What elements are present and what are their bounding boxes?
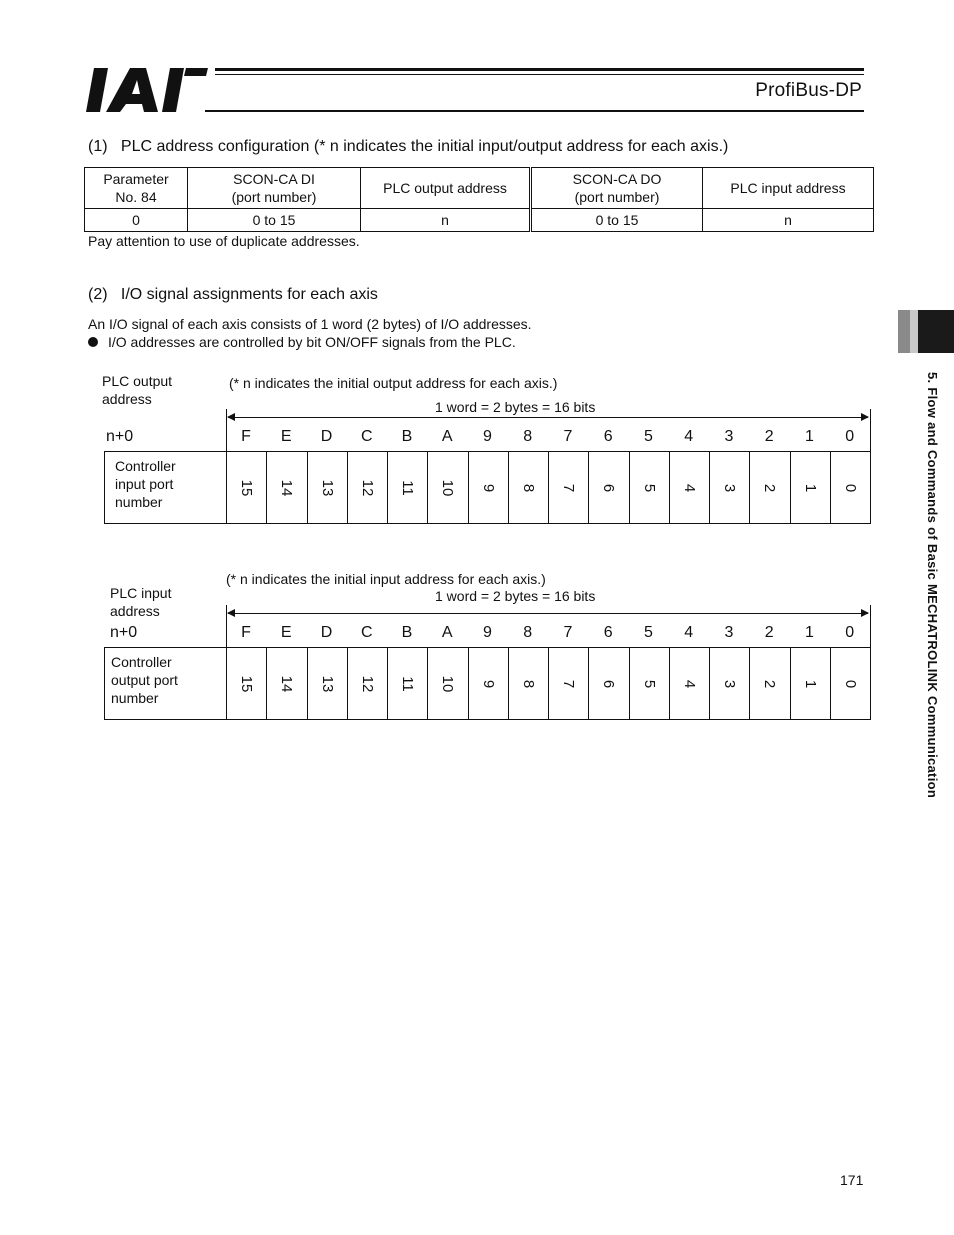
bit-hex-label: F (241, 428, 251, 445)
bit-cell-divider (709, 647, 710, 720)
bit-cell-divider (508, 451, 509, 524)
bit-hex-label: 5 (644, 428, 653, 445)
bit-hex-label: 5 (644, 624, 653, 641)
bit-hex-label: E (280, 624, 292, 641)
table-cell: n (703, 209, 874, 232)
bit-hex-label: F (241, 624, 251, 641)
port-number-label: number (115, 494, 163, 510)
bit-cell-divider (790, 647, 791, 720)
bit-cell-divider (468, 647, 469, 720)
bit-number: 15 (238, 479, 255, 496)
bit-number: 12 (358, 479, 376, 496)
address-offset-label: n+0 (106, 428, 134, 445)
bit-hex-label: 1 (805, 624, 814, 641)
bit-number: 3 (721, 483, 738, 492)
bit-hex-label: 7 (563, 624, 573, 641)
bit-hex-label: A (441, 428, 453, 445)
bit-cell-divider (347, 647, 348, 720)
bit-cell-divider (749, 451, 750, 524)
bit-number: 0 (841, 483, 859, 492)
bit-number: 13 (318, 479, 336, 496)
bit-cell-divider (427, 647, 428, 720)
bit-cell-divider (669, 451, 670, 524)
bit-cell-divider (468, 451, 469, 524)
table-cell: 0 (85, 209, 188, 232)
bit-hex-label: D (320, 428, 333, 445)
table-header-cell: PLC output address (361, 168, 531, 209)
bit-cell-divider (830, 451, 831, 524)
bit-number: 11 (399, 675, 416, 692)
bit-hex-label: 9 (483, 428, 492, 445)
bit-cell-divider (387, 647, 388, 720)
bit-hex-label: 8 (523, 428, 533, 445)
table-cell: n (361, 209, 531, 232)
bit-number: 15 (238, 675, 255, 692)
bit-number: 2 (761, 483, 779, 492)
word-size-label: 1 word = 2 bytes = 16 bits (435, 588, 596, 604)
port-number-label: Controller (111, 654, 172, 670)
bit-cell-divider (508, 647, 509, 720)
bit-number: 10 (439, 675, 457, 692)
bit-cell-divider (749, 647, 750, 720)
bit-number: 14 (278, 479, 296, 496)
bit-number: 9 (479, 483, 497, 492)
bit-hex-label: B (401, 624, 413, 641)
bit-hex-label: C (360, 624, 373, 641)
bit-number: 11 (399, 479, 416, 496)
word-size-label: 1 word = 2 bytes = 16 bits (435, 399, 596, 415)
bit-hex-label: D (320, 624, 333, 641)
plc-address-label: PLC input (110, 585, 172, 601)
arrow-tick-right (870, 409, 871, 451)
header-rule (215, 68, 864, 71)
bit-number: 0 (841, 679, 859, 688)
bit-hex-label: 6 (603, 624, 613, 641)
bit-hex-label: 0 (845, 428, 855, 445)
bit-number: 1 (801, 679, 819, 688)
table-row (85, 209, 874, 232)
bit-cell-divider (790, 451, 791, 524)
bit-hex-label: 9 (483, 624, 492, 641)
chapter-tab (918, 310, 954, 353)
section2-heading: (2) I/O signal assignments for each axis (88, 286, 378, 303)
arrow-left-icon (227, 609, 235, 617)
bit-cell-divider (669, 647, 670, 720)
bit-cell-divider (347, 451, 348, 524)
bit-number: 5 (640, 679, 658, 688)
bit-cell-divider (427, 451, 428, 524)
word-span-arrow (228, 417, 868, 418)
page-number: 171 (840, 1172, 864, 1188)
bit-cell-divider (307, 451, 308, 524)
bit-hex-label: 3 (724, 624, 734, 641)
duplicate-address-note: Pay attention to use of duplicate addresses. (88, 233, 360, 249)
bit-cell-divider (548, 451, 549, 524)
bit-number: 7 (560, 679, 577, 688)
port-number-label: output port (111, 672, 178, 688)
arrow-left-icon (227, 413, 235, 421)
bit-cell-divider (387, 451, 388, 524)
plc-address-table (84, 167, 874, 232)
table-header-cell: SCON-CA DO (port number) (531, 168, 703, 209)
bit-cell-divider (830, 647, 831, 720)
bit-hex-label: 0 (845, 624, 855, 641)
axis-note: (* n indicates the initial output address for each axis.) (229, 375, 558, 391)
bit-number: 4 (680, 679, 698, 688)
bit-cell-divider (548, 647, 549, 720)
bit-cell-divider (588, 451, 589, 524)
bit-hex-label: 2 (764, 428, 774, 445)
word-span-arrow (228, 613, 868, 614)
bit-number: 8 (519, 679, 537, 688)
section2-bullet: I/O addresses are controlled by bit ON/OFF signals from the PLC. (88, 334, 516, 350)
bit-cell-divider (226, 451, 227, 524)
bit-number: 6 (600, 483, 618, 492)
plc-address-label: address (102, 391, 152, 407)
table-cell: 0 to 15 (188, 209, 361, 232)
bit-number: 3 (721, 679, 738, 688)
bit-number: 13 (318, 675, 336, 692)
arrow-right-icon (861, 413, 869, 421)
bit-hex-label: 6 (603, 428, 613, 445)
bit-hex-label: 8 (523, 624, 533, 641)
bit-cell-divider (266, 451, 267, 524)
arrow-tick-right (870, 605, 871, 647)
header-underline (205, 110, 864, 112)
bit-cell-divider (709, 451, 710, 524)
bit-cell-divider (226, 647, 227, 720)
bit-number: 6 (600, 679, 618, 688)
port-number-label: number (111, 690, 159, 706)
iai-logo (86, 66, 208, 114)
section2-paragraph: An I/O signal of each axis consists of 1 word (2 bytes) of I/O addresses. (88, 316, 532, 332)
bit-number: 10 (439, 479, 457, 496)
bit-number: 4 (680, 483, 698, 492)
bit-number: 9 (479, 679, 497, 688)
table-header-cell: PLC input address (703, 168, 874, 209)
axis-note: (* n indicates the initial input address for each axis.) (226, 571, 546, 587)
chapter-tab-shade-light (910, 310, 918, 353)
bit-number: 8 (519, 483, 537, 492)
bit-number: 1 (801, 483, 819, 492)
bit-hex-label: C (360, 428, 373, 445)
bit-number: 12 (358, 675, 376, 692)
address-offset-label: n+0 (110, 624, 138, 641)
bit-cell-divider (307, 647, 308, 720)
bit-cell-divider (629, 451, 630, 524)
table-header-cell: SCON-CA DI (port number) (188, 168, 361, 209)
bit-hex-label: 1 (805, 428, 814, 445)
plc-address-label: address (110, 603, 160, 619)
bit-hex-label: 3 (724, 428, 734, 445)
bit-hex-label: E (280, 428, 292, 445)
table-header-cell: Parameter No. 84 (85, 168, 188, 209)
bit-number: 7 (560, 483, 577, 492)
bit-hex-label: 7 (563, 428, 573, 445)
bit-number: 5 (640, 483, 658, 492)
table-header-row (85, 168, 874, 209)
header-rule-thin (215, 74, 864, 75)
port-number-label: Controller (115, 458, 176, 474)
product-name: ProfiBus-DP (755, 80, 862, 101)
bit-number: 14 (278, 675, 296, 692)
section1-heading: (1) PLC address configuration (* n indicates the initial input/output address for each axis.) (88, 138, 729, 155)
bit-cell-divider (629, 647, 630, 720)
bit-number: 2 (761, 679, 779, 688)
bullet-icon (88, 337, 98, 347)
chapter-title: 5. Flow and Commands of Basic MECHATROLINK Communication (925, 372, 940, 799)
bit-cell-divider (266, 647, 267, 720)
bit-hex-label: 4 (684, 428, 694, 445)
bit-hex-label: 4 (684, 624, 694, 641)
port-number-label: input port (115, 476, 174, 492)
bit-hex-label: 2 (764, 624, 774, 641)
bit-hex-label: A (441, 624, 453, 641)
bit-hex-label: B (401, 428, 413, 445)
plc-address-label: PLC output (102, 373, 173, 389)
bit-cell-divider (588, 647, 589, 720)
table-cell: 0 to 15 (531, 209, 703, 232)
arrow-right-icon (861, 609, 869, 617)
